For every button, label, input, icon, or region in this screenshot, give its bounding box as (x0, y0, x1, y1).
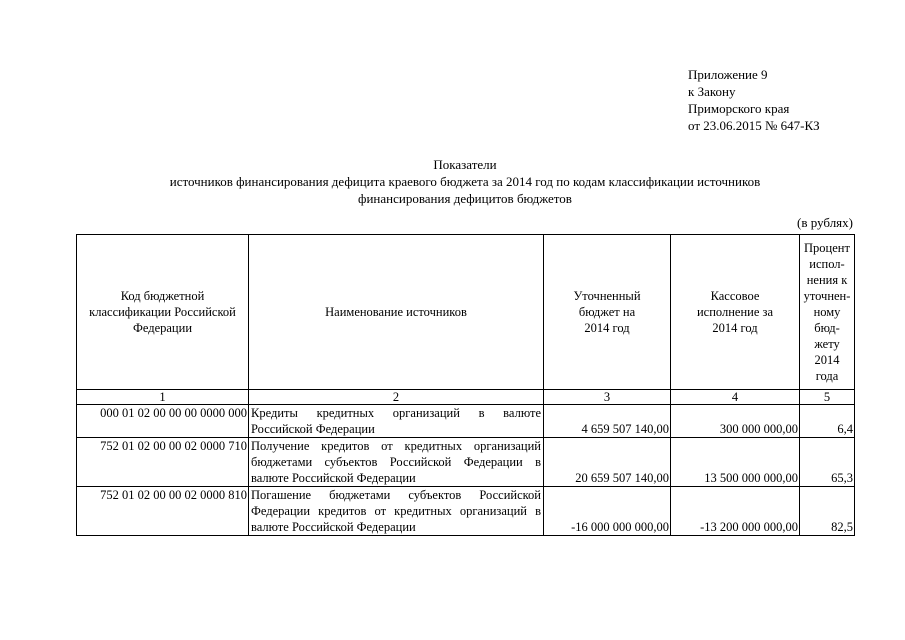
row-execution: 300 000 000,00 (671, 405, 800, 438)
row-code: 752 01 02 00 00 02 0000 810 (77, 487, 249, 536)
row-budget: 4 659 507 140,00 (544, 405, 671, 438)
header-row (77, 235, 855, 390)
appendix-block (688, 66, 820, 134)
row-name: Получение кредитов от кредитных организаций бюджетами субъектов Российской Федерации в валюте Российской Федерации (249, 438, 544, 487)
document-title (80, 156, 850, 207)
table-row (77, 438, 855, 487)
appendix-line: к Закону (688, 84, 736, 99)
row-budget: 20 659 507 140,00 (544, 438, 671, 487)
row-percent: 82,5 (800, 487, 855, 536)
appendix-line: от 23.06.2015 № 647-КЗ (688, 118, 820, 133)
title-line-2: источников финансирования дефицита краевого бюджета за 2014 год по кодам классификации источников (169, 174, 761, 189)
row-percent: 6,4 (800, 405, 855, 438)
header-percent: Процент испол-нения к уточнен-ному бюд-жету 2014 года (800, 235, 855, 390)
table-row (77, 487, 855, 536)
row-execution: -13 200 000 000,00 (671, 487, 800, 536)
row-execution: 13 500 000 000,00 (671, 438, 800, 487)
row-percent: 65,3 (800, 438, 855, 487)
header-budget: Уточненный бюджет на 2014 год (544, 235, 671, 390)
title-line-1: Показатели (433, 157, 497, 172)
appendix-line: Приморского края (688, 101, 790, 116)
header-execution: Кассовое исполнение за 2014 год (671, 235, 800, 390)
row-code: 000 01 02 00 00 00 0000 000 (77, 405, 249, 438)
units-note: (в рублях) (797, 215, 853, 230)
appendix-line: Приложение 9 (688, 67, 768, 82)
row-budget: -16 000 000 000,00 (544, 487, 671, 536)
row-name: Кредиты кредитных организаций в валюте Российской Федерации (249, 405, 544, 438)
column-number: 4 (671, 390, 800, 405)
column-number-row (77, 390, 855, 405)
column-number: 5 (800, 390, 855, 405)
table-row (77, 405, 855, 438)
title-line-3: финансирования дефицитов бюджетов (358, 191, 572, 206)
column-number: 2 (249, 390, 544, 405)
column-number: 3 (544, 390, 671, 405)
row-code: 752 01 02 00 00 02 0000 710 (77, 438, 249, 487)
row-name: Погашение бюджетами субъектов Российской Федерации кредитов от кредитных организаций в валюте Российской Федерации (249, 487, 544, 536)
sources-table (76, 234, 855, 536)
column-number: 1 (77, 390, 249, 405)
header-name: Наименование источников (249, 235, 544, 390)
header-code: Код бюджетной классификации Российской Федерации (77, 235, 249, 390)
